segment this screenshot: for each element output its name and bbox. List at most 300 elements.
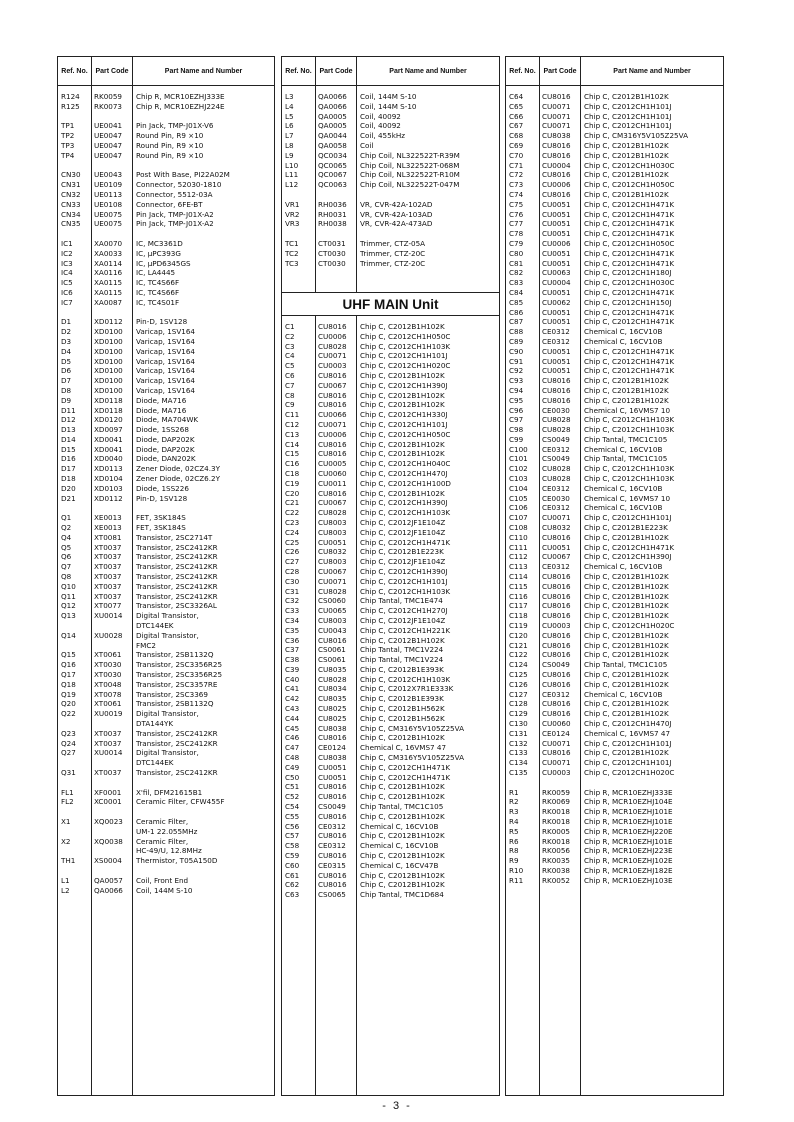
table-row	[58, 886, 274, 896]
table-row	[506, 151, 723, 161]
part-name: Chip C, C2012CH1H471K	[584, 317, 675, 327]
table-row	[282, 200, 499, 210]
part-name: Trimmer, CTZ-20C	[360, 248, 426, 258]
part-code: XD0040	[94, 454, 123, 464]
ref-no: D17	[61, 464, 76, 474]
table-row	[282, 410, 499, 420]
part-name: IC, μPD6345GS	[136, 258, 191, 268]
part-code: CS0065	[318, 890, 346, 900]
table-row	[506, 112, 723, 122]
part-name: IC, TC4S01F	[136, 297, 180, 307]
table-row	[58, 151, 274, 161]
table-row	[58, 572, 274, 582]
part-name: Chip C, C2012B1H102K	[584, 376, 669, 386]
table-row	[282, 351, 499, 361]
table-row	[506, 543, 723, 553]
table-row	[506, 396, 723, 406]
parts-table-column-2	[281, 56, 500, 1096]
part-name: Chip C, C2012CH1H390J	[360, 380, 448, 390]
table-row	[58, 788, 274, 798]
ref-no: C135	[509, 767, 528, 777]
part-name: Chip Coil, NL322522T-R10M	[360, 170, 460, 180]
table-row	[506, 748, 723, 758]
table-row	[282, 880, 499, 890]
ref-no: Q15	[61, 650, 76, 660]
ref-no: C15	[285, 449, 300, 459]
part-name: Chip C, C2012B1H102K	[584, 601, 669, 611]
part-code: CU8016	[542, 611, 571, 621]
table-row	[506, 709, 723, 719]
part-name: Chip C, C2012CH1H471K	[584, 542, 675, 552]
ref-no: C49	[285, 762, 300, 772]
part-name-header: Part Name and Number	[389, 67, 467, 75]
part-code: QA0005	[318, 111, 347, 121]
ref-no: L5	[285, 111, 294, 121]
ref-no: R8	[509, 846, 519, 856]
part-name: Chip C, C2012B1H102K	[360, 439, 445, 449]
part-code: CU0065	[318, 606, 347, 616]
part-name: Transistor, 2SC2412KR	[136, 738, 218, 748]
ref-no: C30	[285, 576, 300, 586]
parts-table-column-1	[57, 56, 275, 1096]
table-row	[506, 239, 723, 249]
part-name: Chip C, C2012B1H102K	[360, 488, 445, 498]
table-row	[506, 376, 723, 386]
part-code: RK0069	[542, 797, 570, 807]
table-row	[282, 665, 499, 675]
part-name: Chip C, C2012CH1H101J	[360, 419, 448, 429]
table-row	[58, 464, 274, 474]
part-code: XD0112	[94, 317, 123, 327]
part-code: CU8028	[542, 415, 571, 425]
table-row	[282, 871, 499, 881]
part-name: Transistor, 2SC3356R25	[136, 670, 223, 680]
table-row	[282, 449, 499, 459]
part-name: Chip C, C2012B1H102K	[584, 679, 669, 689]
part-name: Chip R, MCR10EZHJ182E	[584, 865, 673, 875]
part-code: XU0014	[94, 611, 123, 621]
table-row	[58, 386, 274, 396]
ref-no: C74	[509, 189, 524, 199]
part-code: UE0047	[94, 131, 123, 141]
table-row	[282, 391, 499, 401]
table-row	[58, 699, 274, 709]
table-row	[58, 278, 274, 288]
part-name: Chip C, C2012B1H102K	[584, 591, 669, 601]
part-code: UE0113	[94, 189, 123, 199]
part-name: Chip C, C2012B1H102K	[584, 189, 669, 199]
part-code	[91, 229, 132, 239]
ref-no: C57	[285, 831, 300, 841]
table-row	[506, 739, 723, 749]
ref-no	[58, 503, 91, 513]
part-code: CU8016	[318, 400, 347, 410]
table-row	[58, 552, 274, 562]
table-row	[282, 92, 499, 102]
part-code: XD0100	[94, 385, 123, 395]
ref-no: TP3	[61, 140, 75, 150]
part-name: Transistor, 2SC2412KR	[136, 591, 218, 601]
table-row	[282, 151, 499, 161]
ref-no: Q12	[61, 601, 76, 611]
part-code: CU0051	[542, 199, 571, 209]
part-name: Chip C, C2012B1E223K	[360, 547, 444, 557]
table-row	[58, 650, 274, 660]
part-name: IC, LA4445	[136, 268, 176, 278]
table-row	[282, 229, 499, 239]
part-name: Chip C, C2012CH1H471K	[584, 219, 675, 229]
part-name: Chip C, C2012CH1H020C	[584, 621, 675, 631]
table-row	[58, 298, 274, 308]
table-header	[506, 57, 723, 86]
ref-no	[58, 758, 91, 768]
table-row	[506, 327, 723, 337]
table-row	[506, 690, 723, 700]
part-name: Chip C, C2012CH1H101J	[360, 576, 448, 586]
ref-no: C83	[509, 278, 524, 288]
part-name: Chemical C, 16VMS7 10	[584, 493, 671, 503]
table-row	[58, 690, 274, 700]
part-code: CU8016	[318, 488, 347, 498]
ref-no: C23	[285, 517, 300, 527]
part-name: Transistor, 2SC2412KR	[136, 562, 218, 572]
ref-no: L3	[285, 92, 294, 101]
table-row	[282, 430, 499, 440]
part-name: Chip C, C2012B1E223K	[584, 523, 668, 533]
part-name: Chip R, MCR10EZHJ101E	[584, 807, 673, 817]
part-name: Round Pin, R9 ×10	[136, 150, 204, 160]
ref-no: CN32	[61, 189, 81, 199]
table-row	[506, 406, 723, 416]
part-name: Chip C, C2012CH1H471K	[584, 229, 675, 239]
table-row	[506, 464, 723, 474]
ref-no: L2	[61, 885, 70, 895]
part-name: Chip C, C2012CH1H101J	[584, 101, 672, 111]
part-name: Varicap, 1SV164	[136, 327, 195, 337]
part-code: XT0030	[94, 660, 122, 670]
ref-no: Q23	[61, 728, 76, 738]
table-row	[282, 479, 499, 489]
ref-no: Q17	[61, 670, 76, 680]
part-code: CU0060	[542, 719, 571, 728]
table-row	[58, 121, 274, 131]
ref-no: IC3	[61, 258, 73, 268]
part-code-header: Part Code	[540, 57, 581, 85]
part-code: CE0312	[318, 841, 346, 851]
part-name: Digital Transistor,	[136, 709, 199, 719]
ref-no: C112	[509, 552, 528, 562]
ref-no	[58, 161, 91, 171]
part-code: XT0037	[94, 767, 122, 777]
table-row	[506, 170, 723, 180]
part-code: XA0070	[94, 238, 123, 248]
part-code: CU0067	[542, 552, 571, 562]
ref-no: C46	[285, 733, 300, 743]
part-name: Diode, 1SS268	[136, 425, 189, 435]
table-row	[282, 773, 499, 783]
ref-no: C110	[509, 532, 528, 542]
part-name: Post With Base, PI22A02M	[136, 170, 230, 180]
part-name: Chip C, C2012B1H102K	[584, 630, 669, 640]
table-row	[58, 366, 274, 376]
ref-no	[58, 641, 91, 651]
table-row	[282, 753, 499, 763]
ref-no: C66	[509, 111, 524, 121]
ref-no: C114	[509, 572, 528, 582]
ref-no: C95	[509, 395, 524, 405]
part-name: Chip C, C2012CH1H103K	[584, 474, 675, 484]
ref-no: C88	[509, 327, 524, 337]
part-name: Chip C, C2012CH1H221K	[360, 625, 451, 635]
part-code: UE0108	[94, 199, 123, 209]
ref-no: Q4	[61, 532, 72, 542]
part-code: XU0014	[94, 748, 123, 758]
part-code: CU8028	[318, 341, 347, 351]
table-row	[282, 131, 499, 141]
part-code: XD0100	[94, 346, 123, 356]
part-code: CU0006	[542, 238, 571, 248]
table-row	[58, 807, 274, 817]
ref-no: C64	[509, 92, 524, 101]
ref-no: IC7	[61, 297, 73, 307]
part-name: Chemical C, 16CV10B	[584, 327, 663, 337]
ref-no: C72	[509, 170, 524, 180]
table-row	[506, 357, 723, 367]
part-name: Chip Tantal, TMC1V224	[360, 655, 444, 665]
table-row	[506, 876, 723, 886]
part-name: Chip C, C2012CH1H101J	[584, 111, 672, 121]
part-code: XT0081	[94, 532, 122, 542]
part-name: Transistor, 2SC2412KR	[136, 542, 218, 552]
ref-no: TH1	[61, 856, 76, 866]
part-name: Chip C, C2012B1H102K	[584, 699, 669, 709]
ref-no: C118	[509, 611, 528, 621]
part-name: Chemical C, 16CV10B	[584, 444, 663, 454]
ref-no: C78	[509, 229, 524, 239]
ref-no: Q11	[61, 591, 76, 601]
table-row	[282, 567, 499, 577]
part-name: Chip Tantal, TMC1E474	[360, 596, 443, 606]
part-name: Chip C, C2012B1H562K	[360, 713, 445, 723]
table-row	[282, 890, 499, 900]
ref-no: Q2	[61, 523, 72, 533]
part-code: CU8016	[318, 390, 347, 400]
ref-no: D13	[61, 425, 76, 435]
ref-no: C115	[509, 581, 528, 591]
part-code: CU8016	[318, 831, 347, 841]
ref-no: D16	[61, 454, 76, 464]
part-code: CT0030	[318, 248, 346, 258]
ref-no: D8	[61, 385, 72, 395]
table-row	[506, 474, 723, 484]
part-name: Chip C, C2012B1H102K	[584, 748, 669, 758]
table-row	[58, 308, 274, 318]
part-code: CU8016	[542, 385, 571, 395]
part-name: Chip C, C2012B1H102K	[584, 611, 669, 621]
part-code: CU8028	[318, 586, 347, 596]
part-name: Chemical C, 16VMS7 10	[584, 405, 671, 415]
part-name: Chip C, C2012B1H102K	[360, 370, 445, 380]
part-code: CT0031	[318, 238, 346, 248]
ref-no: C55	[285, 811, 300, 821]
table-row	[506, 308, 723, 318]
part-code: QC0063	[318, 180, 347, 190]
ref-no: C18	[285, 468, 300, 478]
ref-no: Q6	[61, 552, 72, 562]
part-name: Varicap, 1SV164	[136, 366, 195, 376]
table-row	[506, 582, 723, 592]
part-name: Chip C, C2012B1H102K	[360, 851, 445, 861]
part-code: CU8016	[542, 699, 571, 709]
ref-no: C7	[285, 380, 295, 390]
part-name: Chip Coil, NL322522T-068M	[360, 160, 460, 170]
part-code: CE0312	[542, 444, 570, 454]
ref-no: C124	[509, 660, 528, 670]
part-code: CE0124	[542, 728, 570, 738]
part-code: RK0038	[542, 865, 570, 875]
part-code: CU0051	[542, 356, 571, 366]
table-row	[506, 660, 723, 670]
ref-no: L8	[285, 140, 294, 150]
ref-no	[58, 807, 91, 817]
page-number: - 3 -	[382, 1100, 412, 1112]
part-name: Pin-D, 1SV128	[136, 493, 188, 503]
part-name: Chip C, C2012CH1H103K	[584, 464, 675, 474]
table-row	[282, 420, 499, 430]
part-name: Chip C, C2012CH1H180J	[584, 268, 672, 278]
part-code: CU8028	[542, 464, 571, 474]
table-row	[58, 327, 274, 337]
table-row	[506, 229, 723, 239]
ref-no: C51	[285, 782, 300, 792]
table-row	[506, 680, 723, 690]
ref-no: C105	[509, 493, 528, 503]
table-row	[58, 484, 274, 494]
part-name: Chip C, C2012CH1H101J	[584, 121, 672, 131]
part-code: CU0005	[318, 459, 347, 469]
part-name: Chip C, C2012B1H102K	[360, 400, 445, 410]
table-row	[58, 817, 274, 827]
ref-no: L6	[285, 121, 294, 131]
table-row	[506, 621, 723, 631]
part-code: CU8016	[318, 370, 347, 380]
part-name: Pin Jack, TMP-J01X-A2	[136, 219, 214, 229]
part-code: CS0049	[542, 660, 570, 670]
ref-no: C77	[509, 219, 524, 229]
part-code: CS0049	[542, 454, 570, 464]
table-row	[58, 856, 274, 866]
ref-no	[58, 229, 91, 239]
table-row	[58, 660, 274, 670]
part-code: CU8025	[318, 713, 347, 723]
part-code: CU0051	[542, 346, 571, 356]
part-code: CU0051	[542, 307, 571, 317]
part-name: Coil, 144M S-10	[136, 885, 193, 895]
ref-no: CN34	[61, 209, 81, 219]
table-row	[58, 778, 274, 788]
part-code: QA0005	[318, 121, 347, 131]
part-code: CU8003	[318, 615, 347, 625]
ref-no: D18	[61, 474, 76, 484]
part-name: FET, 3SK184S	[136, 523, 186, 533]
part-code: CU0011	[318, 478, 347, 488]
part-name: Chemical C, 16VMS7 47	[360, 743, 447, 753]
part-name: Chip C, C2012CH1H471K	[584, 366, 675, 376]
part-name: Chip R, MCR10EZHJ103E	[584, 875, 673, 885]
part-code: CE0315	[318, 860, 346, 870]
part-code: CU0003	[542, 621, 571, 631]
ref-no: D11	[61, 405, 76, 415]
part-name: Chip C, C2012B1H102K	[360, 322, 445, 331]
table-row	[58, 758, 274, 768]
part-code: XD0118	[94, 405, 123, 415]
part-name: Chip Tantal, TMC1C105	[360, 802, 444, 812]
part-name: Chip C, C2012CH1H020C	[584, 767, 675, 777]
ref-no: C62	[285, 880, 300, 890]
ref-no: D9	[61, 395, 72, 405]
table-row	[58, 748, 274, 758]
part-code: XA0115	[94, 278, 123, 288]
table-row	[58, 425, 274, 435]
table-row	[58, 259, 274, 269]
ref-no: D4	[61, 346, 72, 356]
ref-no: D2	[61, 327, 72, 337]
part-code: RK0018	[542, 836, 570, 846]
table-row	[282, 141, 499, 151]
part-code: CU8016	[542, 376, 571, 386]
part-name: Chip C, C2012B1H102K	[360, 782, 445, 792]
part-name: Chip C, C2012CH1H471K	[584, 356, 675, 366]
table-row	[282, 371, 499, 381]
part-name: Chip C, C2012CH1H470J	[360, 468, 448, 478]
part-code: XD0100	[94, 336, 123, 346]
table-row	[282, 400, 499, 410]
part-name: Transistor, 2SC2412KR	[136, 552, 218, 562]
part-name: Trimmer, CTZ-05A	[360, 238, 426, 248]
part-code-header: Part Code	[92, 57, 133, 85]
table-row	[282, 538, 499, 548]
part-code: CT0030	[318, 258, 346, 268]
part-code: XT0037	[94, 728, 122, 738]
table-row	[506, 533, 723, 543]
part-code: XT0037	[94, 552, 122, 562]
part-name: Chip C, C2012CH1H103K	[360, 674, 451, 684]
table-row	[282, 170, 499, 180]
part-name: Zener Diode, 02CZ6.2Y	[136, 474, 220, 484]
table-row	[506, 435, 723, 445]
part-code: CU0051	[542, 209, 571, 219]
table-row	[58, 396, 274, 406]
part-name: Chip C, C2012B1H102K	[584, 709, 669, 719]
part-name: Chip C, C2012CH1H390J	[360, 566, 448, 576]
ref-no: C82	[509, 268, 524, 278]
ref-no: Q13	[61, 611, 76, 621]
ref-no: C122	[509, 650, 528, 660]
part-name: Chip C, C2012JF1E104Z	[360, 527, 446, 537]
part-code: CU0071	[542, 738, 571, 748]
part-code: RK0005	[542, 826, 570, 836]
ref-no: R4	[509, 816, 519, 826]
part-code: XA0116	[94, 268, 123, 278]
table-row	[282, 112, 499, 122]
table-row	[58, 406, 274, 416]
part-name: Chip C, C2012CH1H471K	[584, 258, 675, 268]
table-row	[58, 562, 274, 572]
part-name: Diode, MA716	[136, 395, 187, 405]
parts-list	[506, 92, 723, 886]
part-code: CU8032	[542, 523, 571, 533]
part-name: Diode, MA716	[136, 405, 187, 415]
